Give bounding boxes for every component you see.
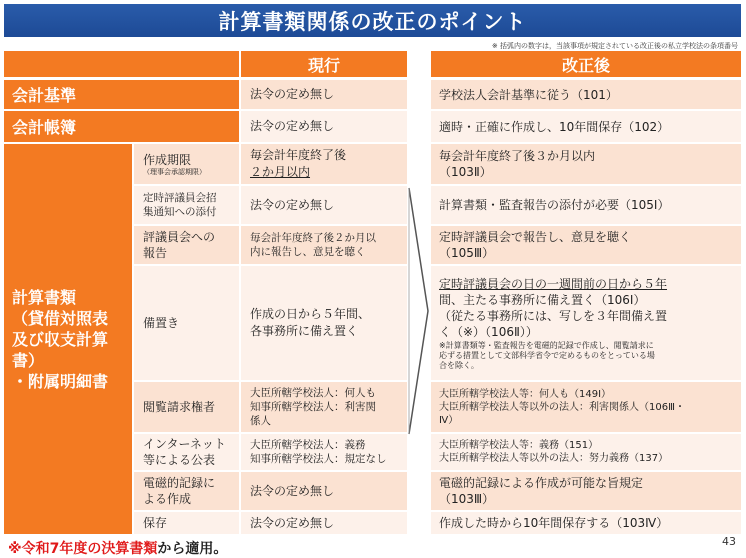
current-account-books: 法令の定め無し bbox=[241, 111, 407, 142]
current-council-report-line-2: 内に報告し、意見を聴く bbox=[250, 246, 366, 258]
subrow-label-notice-attachment-line-1: 定時評議員会招 bbox=[143, 192, 217, 204]
current-column-header: 現行 bbox=[241, 51, 407, 77]
chevron-right-arrow-icon bbox=[407, 186, 431, 436]
subrow-label-electronic-record bbox=[134, 472, 239, 510]
current-inspection-right-line-1: 大臣所轄学校法人：何人も bbox=[250, 387, 376, 399]
revised-internet-publication-line-2: 大臣所轄学校法人等以外の法人：努力義務（137） bbox=[439, 453, 669, 464]
revised-notice-attachment bbox=[431, 186, 741, 224]
revised-retention bbox=[431, 512, 741, 534]
revised-account-books-text: 適時・正確に作成し、10年間保存（102） bbox=[439, 119, 670, 134]
header-blank-cell bbox=[4, 51, 239, 77]
subrow-label-inspection-right bbox=[134, 382, 239, 432]
current-inspection-right-line-3: 係人 bbox=[250, 415, 271, 427]
subrow-label-retention bbox=[134, 512, 239, 534]
effective-date-note bbox=[8, 538, 227, 558]
group-label-financial-statements bbox=[4, 144, 132, 534]
revised-keeping-note-3: 合を除く。 bbox=[439, 360, 479, 370]
current-internet-publication bbox=[241, 434, 407, 470]
revised-accounting-standard-text: 学校法人会計基準に従う（101） bbox=[439, 87, 618, 102]
page-title: 計算書類関係の改正のポイント bbox=[4, 4, 741, 37]
current-keeping-line-2: 各事務所に備え置く bbox=[250, 324, 359, 338]
revised-inspection-right-line-1: 大臣所轄学校法人等：何人も（149Ⅰ） bbox=[439, 388, 612, 400]
effective-date-note-black: から適用。 bbox=[157, 541, 228, 557]
revised-keeping-line-1: 定時評議員会の日の一週間前の日から５年 bbox=[439, 276, 668, 291]
revised-keeping-note-1: ※計算書類等・監査報告を電磁的記録で作成し、閲覧請求に bbox=[439, 340, 654, 350]
subrow-label-deadline-note: （理事会承認期限） bbox=[143, 167, 206, 176]
effective-date-note-red: ※令和7年度の決算書類 bbox=[8, 541, 158, 557]
revised-inspection-right bbox=[431, 382, 741, 432]
row-label-account-books: 会計帳簿 bbox=[4, 111, 239, 142]
subrow-label-council-report bbox=[134, 226, 239, 264]
subrow-label-internet-publication bbox=[134, 434, 239, 470]
subrow-label-notice-attachment bbox=[134, 186, 239, 224]
subrow-label-keeping-text: 備置き bbox=[143, 316, 180, 330]
group-label-line-1: 計算書類 bbox=[12, 287, 77, 307]
current-keeping bbox=[241, 266, 407, 380]
subrow-label-notice-attachment-line-2: 集通知への添付 bbox=[143, 206, 217, 218]
subrow-label-deadline-text: 作成期限 bbox=[143, 152, 192, 167]
revised-electronic-record bbox=[431, 472, 741, 510]
row-label-accounting-standard: 会計基準 bbox=[4, 80, 239, 109]
current-council-report bbox=[241, 226, 407, 264]
current-retention: 法令の定め無し bbox=[241, 512, 407, 534]
revised-electronic-record-line-2: （103Ⅲ） bbox=[439, 492, 495, 506]
subrow-label-electronic-record-line-2: よる作成 bbox=[143, 492, 192, 506]
current-inspection-right-line-2: 知事所轄学校法人：利害関 bbox=[250, 401, 376, 413]
revised-keeping-line-4: く（※）（106Ⅱ）） bbox=[439, 324, 538, 339]
subrow-label-internet-publication-line-1: インターネット bbox=[143, 437, 226, 451]
current-notice-attachment: 法令の定め無し bbox=[241, 186, 407, 224]
page-number: 43 bbox=[722, 535, 736, 548]
revised-retention-text: 作成した時から10年間保存する（103Ⅳ） bbox=[439, 516, 669, 530]
subrow-label-council-report-line-1: 評議員会への bbox=[143, 230, 216, 244]
revised-inspection-right-line-2: 大臣所轄学校法人等以外の法人：利害関係人（106Ⅲ・ bbox=[439, 401, 685, 413]
current-inspection-right bbox=[241, 382, 407, 432]
group-label-line-3: 及び収支計算 bbox=[12, 329, 109, 349]
revised-internet-publication bbox=[431, 434, 741, 470]
current-keeping-line-1: 作成の日から５年間、 bbox=[250, 307, 371, 321]
subrow-label-electronic-record-line-1: 電磁的記録に bbox=[143, 476, 216, 490]
group-label-line-2: （貸借対照表 bbox=[12, 308, 109, 328]
current-deadline-line-1: 毎会計年度終了後 bbox=[250, 148, 347, 162]
revised-deadline-line-1: 毎会計年度終了後３か月以内 bbox=[439, 149, 596, 163]
subrow-label-inspection-right-text: 閲覧請求権者 bbox=[143, 400, 216, 414]
revised-accounting-standard bbox=[431, 80, 741, 109]
revised-deadline-line-2: （103Ⅱ） bbox=[439, 165, 492, 179]
current-deadline-line-2: ２か月以内 bbox=[250, 165, 311, 179]
revised-council-report-line-2: （105Ⅲ） bbox=[439, 246, 495, 260]
revised-deadline bbox=[431, 144, 741, 184]
subrow-label-council-report-line-2: 報告 bbox=[143, 246, 168, 260]
revised-keeping bbox=[431, 266, 741, 380]
revised-column-header: 改正後 bbox=[431, 51, 741, 77]
current-deadline bbox=[241, 144, 407, 184]
subrow-label-internet-publication-line-2: 等による公表 bbox=[143, 453, 216, 467]
revised-keeping-line-2: 間、主たる事務所に備え置く（106Ⅰ） bbox=[439, 292, 646, 307]
current-electronic-record: 法令の定め無し bbox=[241, 472, 407, 510]
subrow-label-deadline bbox=[134, 144, 239, 184]
current-council-report-line-1: 毎会計年度終了後２か月以 bbox=[250, 232, 376, 244]
group-label-line-5: ・附属明細書 bbox=[12, 371, 109, 391]
revised-internet-publication-line-1: 大臣所轄学校法人等：義務（151） bbox=[439, 440, 599, 451]
clause-number-note: ※ 括弧内の数字は，当該事項が規定されている改正後の私立学校法の条項番号 bbox=[491, 42, 738, 50]
subrow-label-retention-text: 保存 bbox=[143, 516, 168, 530]
current-internet-publication-line-2: 知事所轄学校法人：規定なし bbox=[250, 453, 387, 465]
revised-account-books bbox=[431, 111, 741, 142]
current-accounting-standard: 法令の定め無し bbox=[241, 80, 407, 109]
revised-electronic-record-line-1: 電磁的記録による作成が可能な旨規定 bbox=[439, 476, 644, 490]
revised-keeping-line-3: （従たる事務所には、写しを３年間備え置 bbox=[439, 308, 668, 323]
revised-notice-attachment-text: 計算書類・監査報告の添付が必要（105Ⅰ） bbox=[439, 198, 670, 212]
revised-inspection-right-line-3: Ⅳ） bbox=[439, 414, 459, 426]
current-internet-publication-line-1: 大臣所轄学校法人：義務 bbox=[250, 439, 366, 451]
revised-council-report bbox=[431, 226, 741, 264]
subrow-label-keeping bbox=[134, 266, 239, 380]
revised-keeping-note-2: 応ずる措置として文部科学省令で定めるものをとっている場 bbox=[439, 350, 655, 360]
group-label-line-4: 書） bbox=[12, 350, 45, 370]
revised-council-report-line-1: 定時評議員会で報告し、意見を聴く bbox=[439, 230, 632, 244]
